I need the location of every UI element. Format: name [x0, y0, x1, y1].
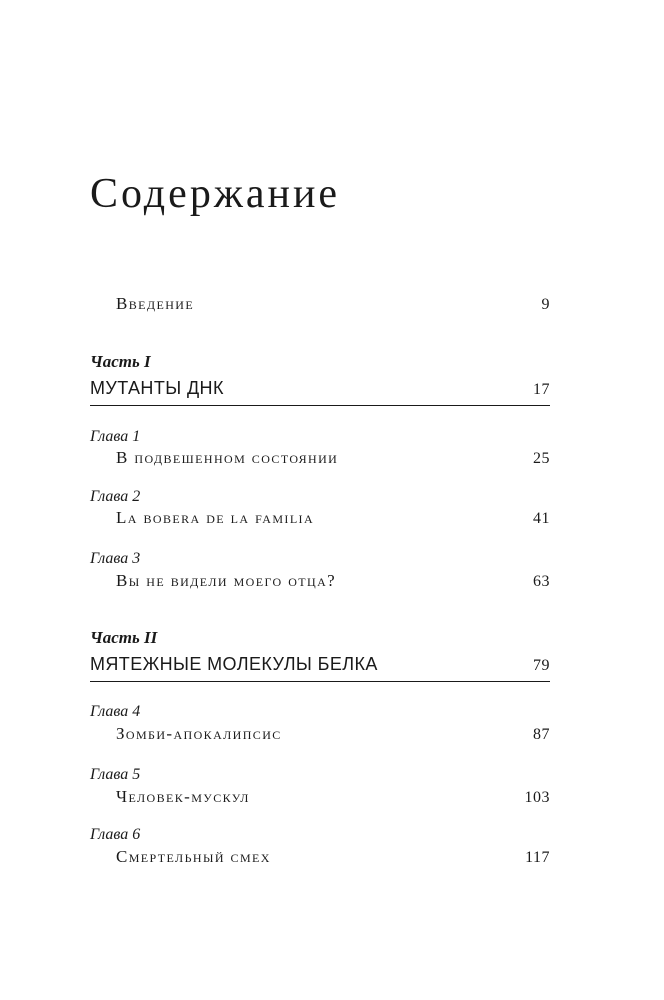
part-title: МУТАНТЫ ДНК — [90, 378, 224, 398]
toc-chapter-entry[interactable] — [90, 569, 550, 595]
chapter-label: Глава 2 — [90, 488, 141, 505]
part-label: Часть II — [90, 628, 158, 647]
part-page: 17 — [533, 381, 550, 398]
chapter-page: 63 — [533, 573, 550, 590]
toc-chapter-entry[interactable] — [90, 722, 550, 748]
chapter-label: Глава 5 — [90, 766, 141, 783]
chapter-page: 103 — [524, 789, 550, 806]
toc-part-entry[interactable] — [90, 375, 550, 406]
toc-chapter-entry[interactable] — [90, 845, 550, 871]
toc-chapter-entry[interactable] — [90, 446, 550, 472]
toc-chapter-entry[interactable] — [90, 785, 550, 811]
chapter-label: Глава 3 — [90, 550, 141, 567]
toc-part-entry[interactable] — [90, 651, 550, 682]
chapter-title: Зомби-апокалипсис — [116, 724, 282, 743]
chapter-title: La bobera de la familia — [116, 508, 315, 527]
chapter-title: Смертельный смех — [116, 847, 271, 866]
part-label: Часть I — [90, 352, 151, 371]
toc-entry-title: Введение — [116, 294, 195, 313]
chapter-title: В подвешенном состоянии — [116, 448, 339, 467]
part-title: МЯТЕЖНЫЕ МОЛЕКУЛЫ БЕЛКА — [90, 654, 378, 674]
toc-entry-intro[interactable] — [90, 292, 550, 318]
chapter-title: Вы не видели моего отца? — [116, 571, 337, 590]
chapter-page: 41 — [533, 510, 550, 527]
chapter-page: 87 — [533, 726, 550, 743]
chapter-page: 117 — [525, 849, 550, 866]
chapter-label: Глава 1 — [90, 428, 141, 445]
toc-entry-page: 9 — [541, 296, 550, 313]
chapter-label: Глава 4 — [90, 703, 141, 720]
chapter-page: 25 — [533, 450, 550, 467]
part-page: 79 — [533, 657, 550, 674]
chapter-label: Глава 6 — [90, 826, 141, 843]
toc-chapter-entry[interactable] — [90, 506, 550, 532]
chapter-title: Человек-мускул — [116, 787, 250, 806]
page-title: Содержание — [90, 171, 341, 217]
